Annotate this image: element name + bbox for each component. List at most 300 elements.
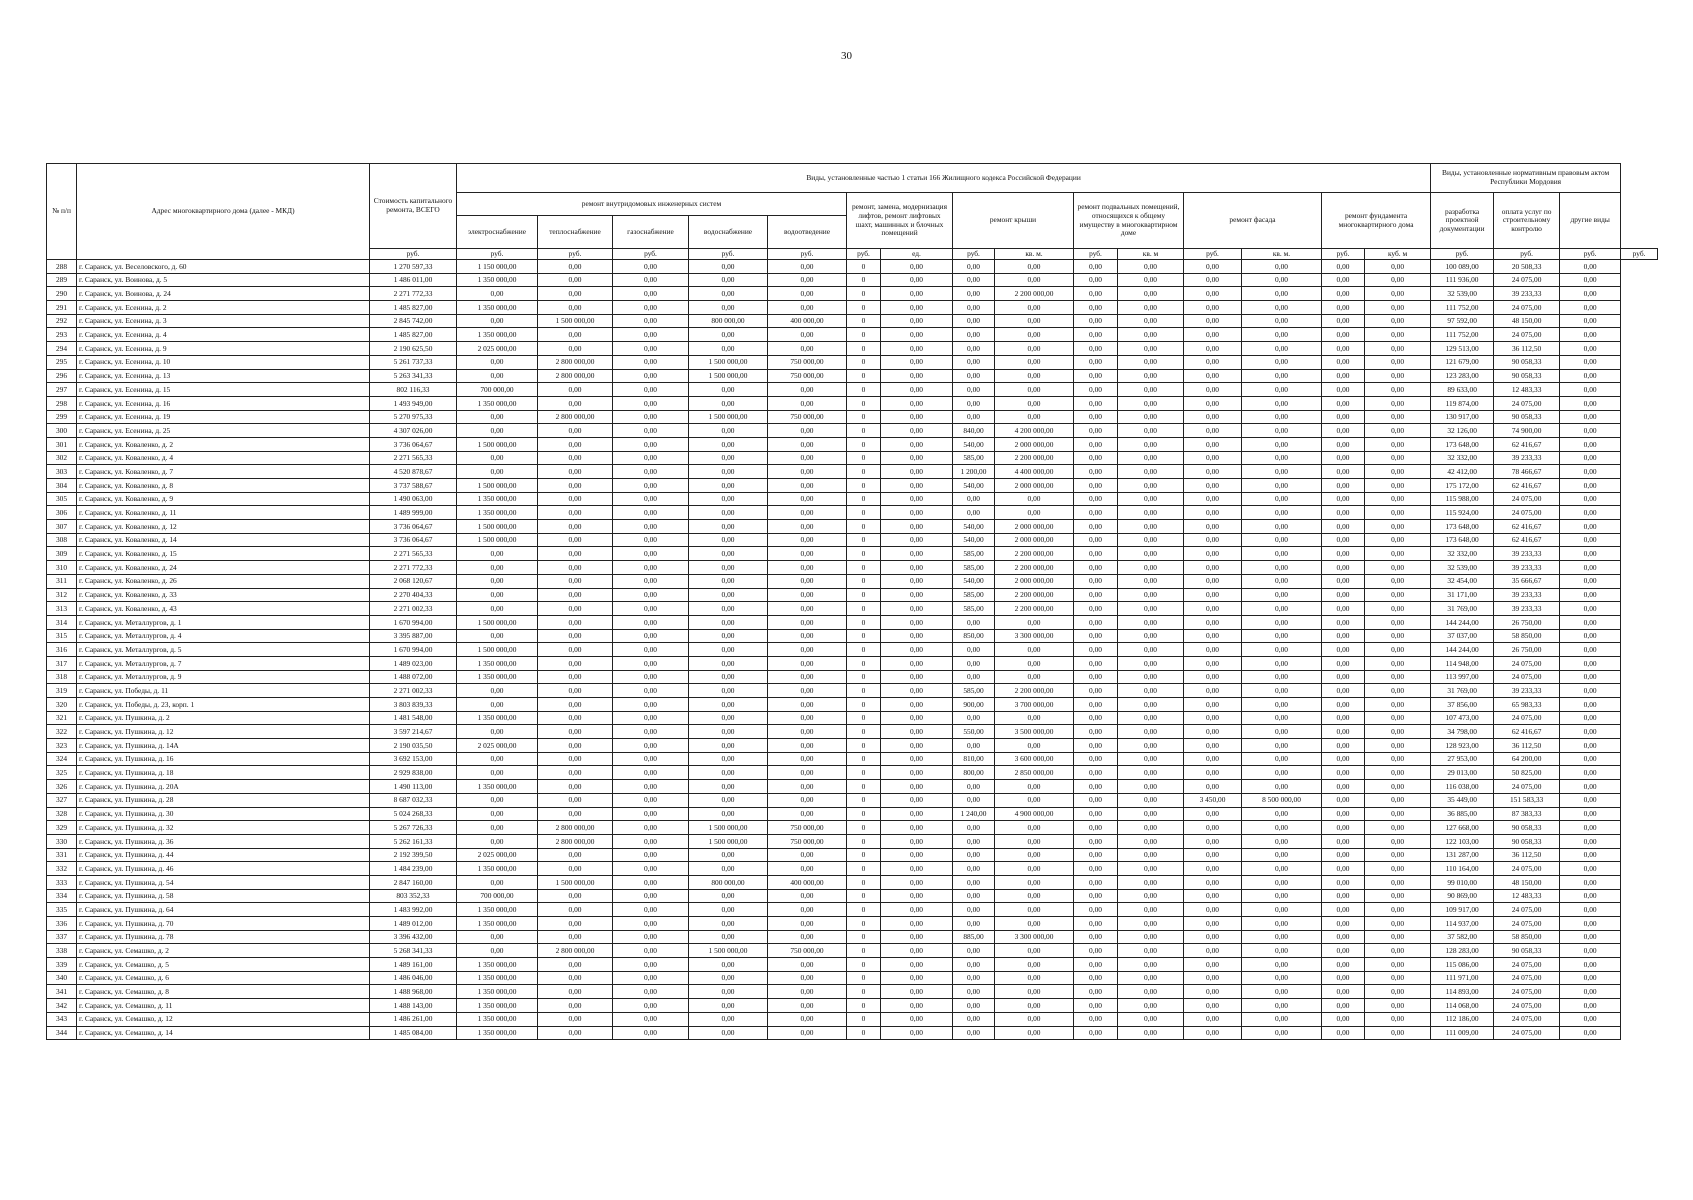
value-cell: 48 150,00 bbox=[1494, 875, 1560, 889]
value-cell: 0,00 bbox=[1365, 437, 1431, 451]
row-number: 326 bbox=[47, 780, 77, 794]
value-cell: 1 500 000,00 bbox=[689, 834, 768, 848]
value-cell: 0 bbox=[847, 287, 881, 301]
value-cell: 1 488 072,00 bbox=[370, 670, 457, 684]
table-row bbox=[47, 971, 1658, 985]
unit-cell: руб. bbox=[1621, 249, 1658, 260]
value-cell: 803 352,33 bbox=[370, 889, 457, 903]
value-cell: 2 800 000,00 bbox=[538, 369, 613, 383]
table-row bbox=[47, 588, 1658, 602]
value-cell: 0,00 bbox=[881, 917, 953, 931]
value-cell: 0,00 bbox=[1118, 424, 1184, 438]
value-cell: 36 112,50 bbox=[1494, 739, 1560, 753]
value-cell: 24 075,00 bbox=[1494, 301, 1560, 315]
value-cell: 0,00 bbox=[881, 834, 953, 848]
value-cell: 2 845 742,00 bbox=[370, 314, 457, 328]
value-cell: 550,00 bbox=[953, 725, 995, 739]
value-cell: 1 240,00 bbox=[953, 807, 995, 821]
address-cell: г. Саранск, ул. Семашко, д. 5 bbox=[77, 958, 370, 972]
value-cell: 0,00 bbox=[1560, 287, 1621, 301]
value-cell: 0,00 bbox=[1118, 917, 1184, 931]
value-cell: 0,00 bbox=[1365, 917, 1431, 931]
value-cell: 0,00 bbox=[1365, 369, 1431, 383]
value-cell: 0,00 bbox=[881, 465, 953, 479]
row-number: 294 bbox=[47, 342, 77, 356]
value-cell: 0,00 bbox=[1118, 656, 1184, 670]
table-row bbox=[47, 355, 1658, 369]
value-cell: 0,00 bbox=[1184, 465, 1242, 479]
value-cell: 0,00 bbox=[1242, 684, 1322, 698]
value-cell: 0,00 bbox=[1365, 793, 1431, 807]
value-cell: 0,00 bbox=[1074, 971, 1118, 985]
address-cell: г. Саранск, ул. Пушкина, д. 54 bbox=[77, 875, 370, 889]
value-cell: 0,00 bbox=[689, 533, 768, 547]
value-cell: 2 000 000,00 bbox=[995, 479, 1074, 493]
value-cell: 0,00 bbox=[953, 834, 995, 848]
value-cell: 0,00 bbox=[881, 1012, 953, 1026]
value-cell: 0,00 bbox=[1560, 684, 1621, 698]
address-cell: г. Саранск, ул. Коваленко, д. 43 bbox=[77, 602, 370, 616]
value-cell: 0,00 bbox=[613, 698, 689, 712]
value-cell: 1 486 046,00 bbox=[370, 971, 457, 985]
value-cell: 0,00 bbox=[457, 834, 538, 848]
value-cell: 0,00 bbox=[689, 862, 768, 876]
value-cell: 0,00 bbox=[1184, 739, 1242, 753]
value-cell: 0 bbox=[847, 437, 881, 451]
table-row bbox=[47, 684, 1658, 698]
value-cell: 0,00 bbox=[689, 424, 768, 438]
value-cell: 0,00 bbox=[768, 492, 847, 506]
value-cell: 99 010,00 bbox=[1431, 875, 1494, 889]
table-row bbox=[47, 437, 1658, 451]
value-cell: 37 582,00 bbox=[1431, 930, 1494, 944]
value-cell: 0,00 bbox=[1365, 971, 1431, 985]
value-cell: 0,00 bbox=[613, 889, 689, 903]
row-number: 303 bbox=[47, 465, 77, 479]
value-cell: 0,00 bbox=[1560, 328, 1621, 342]
value-cell: 0,00 bbox=[881, 451, 953, 465]
value-cell: 0,00 bbox=[1242, 451, 1322, 465]
address-cell: г. Саранск, ул. Есенина, д. 9 bbox=[77, 342, 370, 356]
value-cell: 0,00 bbox=[881, 821, 953, 835]
value-cell: 0 bbox=[847, 588, 881, 602]
value-cell: 0,00 bbox=[613, 958, 689, 972]
value-cell: 0,00 bbox=[689, 260, 768, 274]
value-cell: 0,00 bbox=[1322, 834, 1365, 848]
row-number: 323 bbox=[47, 739, 77, 753]
value-cell: 112 186,00 bbox=[1431, 1012, 1494, 1026]
value-cell: 1 350 000,00 bbox=[457, 862, 538, 876]
value-cell: 114 937,00 bbox=[1431, 917, 1494, 931]
value-cell: 1 489 999,00 bbox=[370, 506, 457, 520]
value-cell: 0,00 bbox=[1074, 383, 1118, 397]
value-cell: 0,00 bbox=[1118, 780, 1184, 794]
value-cell: 0,00 bbox=[1322, 615, 1365, 629]
value-cell: 0,00 bbox=[457, 410, 538, 424]
value-cell: 0,00 bbox=[1322, 328, 1365, 342]
value-cell: 810,00 bbox=[953, 752, 995, 766]
table-row bbox=[47, 492, 1658, 506]
row-number: 317 bbox=[47, 656, 77, 670]
value-cell: 32 126,00 bbox=[1431, 424, 1494, 438]
address-cell: г. Саранск, ул. Семашко, д. 8 bbox=[77, 985, 370, 999]
value-cell: 0,00 bbox=[613, 574, 689, 588]
value-cell: 0,00 bbox=[538, 971, 613, 985]
value-cell: 0,00 bbox=[1560, 273, 1621, 287]
value-cell: 0,00 bbox=[953, 506, 995, 520]
value-cell: 1 500 000,00 bbox=[689, 944, 768, 958]
value-cell: 0 bbox=[847, 355, 881, 369]
value-cell: 0,00 bbox=[768, 793, 847, 807]
value-cell: 0,00 bbox=[1118, 670, 1184, 684]
value-cell: 0,00 bbox=[1118, 602, 1184, 616]
value-cell: 0,00 bbox=[689, 917, 768, 931]
value-cell: 800,00 bbox=[953, 766, 995, 780]
value-cell: 0,00 bbox=[953, 492, 995, 506]
value-cell: 0,00 bbox=[1322, 383, 1365, 397]
value-cell: 0,00 bbox=[1242, 739, 1322, 753]
value-cell: 0,00 bbox=[689, 437, 768, 451]
value-cell: 750 000,00 bbox=[768, 410, 847, 424]
value-cell: 26 750,00 bbox=[1494, 615, 1560, 629]
value-cell: 87 383,33 bbox=[1494, 807, 1560, 821]
value-cell: 0,00 bbox=[881, 670, 953, 684]
address-cell: г. Саранск, ул. Коваленко, д. 11 bbox=[77, 506, 370, 520]
value-cell: 0,00 bbox=[689, 807, 768, 821]
value-cell: 0,00 bbox=[953, 985, 995, 999]
value-cell: 0,00 bbox=[689, 588, 768, 602]
value-cell: 0,00 bbox=[953, 260, 995, 274]
unit-cell: руб. bbox=[538, 249, 613, 260]
value-cell: 58 850,00 bbox=[1494, 629, 1560, 643]
value-cell: 0,00 bbox=[613, 875, 689, 889]
value-cell: 0,00 bbox=[953, 999, 995, 1013]
value-cell: 107 473,00 bbox=[1431, 711, 1494, 725]
value-cell: 3 736 064,67 bbox=[370, 520, 457, 534]
value-cell: 0,00 bbox=[1184, 698, 1242, 712]
value-cell: 0,00 bbox=[881, 561, 953, 575]
value-cell: 750 000,00 bbox=[768, 355, 847, 369]
value-cell: 0,00 bbox=[768, 889, 847, 903]
value-cell: 0,00 bbox=[1184, 328, 1242, 342]
header-elevator: ремонт, замена, модернизация лифтов, ремонт лифтовых шахт, машинных и блочных помещений bbox=[847, 193, 953, 249]
value-cell: 0,00 bbox=[1322, 533, 1365, 547]
value-cell: 0,00 bbox=[1322, 656, 1365, 670]
value-cell: 74 900,00 bbox=[1494, 424, 1560, 438]
value-cell: 0,00 bbox=[613, 752, 689, 766]
value-cell: 0,00 bbox=[613, 396, 689, 410]
value-cell: 1 350 000,00 bbox=[457, 273, 538, 287]
value-cell: 0,00 bbox=[768, 971, 847, 985]
value-cell: 0,00 bbox=[457, 821, 538, 835]
value-cell: 0,00 bbox=[953, 1012, 995, 1026]
value-cell: 0,00 bbox=[538, 437, 613, 451]
value-cell: 0,00 bbox=[1242, 396, 1322, 410]
table-row bbox=[47, 410, 1658, 424]
value-cell: 0,00 bbox=[1365, 533, 1431, 547]
value-cell: 151 583,33 bbox=[1494, 793, 1560, 807]
value-cell: 0,00 bbox=[1242, 342, 1322, 356]
row-number: 309 bbox=[47, 547, 77, 561]
value-cell: 0,00 bbox=[689, 958, 768, 972]
value-cell: 0,00 bbox=[1242, 917, 1322, 931]
table-row bbox=[47, 602, 1658, 616]
value-cell: 0 bbox=[847, 944, 881, 958]
value-cell: 0,00 bbox=[1118, 1026, 1184, 1040]
value-cell: 0,00 bbox=[953, 287, 995, 301]
value-cell: 0,00 bbox=[457, 766, 538, 780]
value-cell: 0,00 bbox=[689, 643, 768, 657]
value-cell: 0,00 bbox=[881, 602, 953, 616]
value-cell: 0,00 bbox=[1365, 752, 1431, 766]
value-cell: 0,00 bbox=[768, 903, 847, 917]
value-cell: 0,00 bbox=[881, 287, 953, 301]
value-cell: 0,00 bbox=[689, 971, 768, 985]
value-cell: 2 025 000,00 bbox=[457, 342, 538, 356]
value-cell: 0,00 bbox=[613, 711, 689, 725]
value-cell: 0,00 bbox=[1118, 533, 1184, 547]
value-cell: 3 396 432,00 bbox=[370, 930, 457, 944]
value-cell: 0,00 bbox=[689, 780, 768, 794]
value-cell: 0,00 bbox=[613, 670, 689, 684]
value-cell: 0,00 bbox=[613, 821, 689, 835]
header-group-normative: Виды, установленные нормативным правовым актом Республики Мордовия bbox=[1431, 164, 1621, 193]
value-cell: 62 416,67 bbox=[1494, 520, 1560, 534]
value-cell: 0,00 bbox=[1074, 615, 1118, 629]
value-cell: 0,00 bbox=[1118, 629, 1184, 643]
value-cell: 26 750,00 bbox=[1494, 643, 1560, 657]
value-cell: 0,00 bbox=[613, 999, 689, 1013]
value-cell: 0,00 bbox=[1242, 889, 1322, 903]
value-cell: 37 856,00 bbox=[1431, 698, 1494, 712]
value-cell: 0,00 bbox=[1560, 875, 1621, 889]
value-cell: 0,00 bbox=[1074, 944, 1118, 958]
value-cell: 0 bbox=[847, 930, 881, 944]
value-cell: 0,00 bbox=[613, 506, 689, 520]
value-cell: 2 800 000,00 bbox=[538, 355, 613, 369]
value-cell: 0,00 bbox=[1074, 602, 1118, 616]
value-cell: 540,00 bbox=[953, 437, 995, 451]
value-cell: 0,00 bbox=[1322, 848, 1365, 862]
value-cell: 0,00 bbox=[457, 547, 538, 561]
value-cell: 0,00 bbox=[881, 793, 953, 807]
address-cell: г. Саранск, ул. Есенина, д. 3 bbox=[77, 314, 370, 328]
value-cell: 0,00 bbox=[953, 944, 995, 958]
value-cell: 2 800 000,00 bbox=[538, 834, 613, 848]
value-cell: 0,00 bbox=[1242, 780, 1322, 794]
value-cell: 1 350 000,00 bbox=[457, 506, 538, 520]
value-cell: 0,00 bbox=[613, 848, 689, 862]
value-cell: 127 668,00 bbox=[1431, 821, 1494, 835]
value-cell: 0,00 bbox=[1074, 766, 1118, 780]
value-cell: 0,00 bbox=[538, 903, 613, 917]
table-header bbox=[47, 164, 1658, 260]
value-cell: 0,00 bbox=[1560, 314, 1621, 328]
value-cell: 0,00 bbox=[1322, 451, 1365, 465]
value-cell: 0,00 bbox=[1365, 342, 1431, 356]
value-cell: 0,00 bbox=[1074, 492, 1118, 506]
address-cell: г. Саранск, ул. Пушкина, д. 28 bbox=[77, 793, 370, 807]
value-cell: 0 bbox=[847, 451, 881, 465]
value-cell: 0,00 bbox=[1242, 1026, 1322, 1040]
value-cell: 0,00 bbox=[538, 260, 613, 274]
table-row bbox=[47, 342, 1658, 356]
value-cell: 0,00 bbox=[1118, 273, 1184, 287]
value-cell: 0,00 bbox=[1074, 506, 1118, 520]
value-cell: 0,00 bbox=[613, 766, 689, 780]
value-cell: 0,00 bbox=[1184, 766, 1242, 780]
unit-cell: руб. bbox=[1560, 249, 1621, 260]
value-cell: 0 bbox=[847, 602, 881, 616]
value-cell: 0,00 bbox=[881, 273, 953, 287]
table-row bbox=[47, 301, 1658, 315]
value-cell: 0,00 bbox=[1074, 588, 1118, 602]
value-cell: 0,00 bbox=[1074, 533, 1118, 547]
value-cell: 36 885,00 bbox=[1431, 807, 1494, 821]
value-cell: 0,00 bbox=[1365, 602, 1431, 616]
value-cell: 0,00 bbox=[689, 985, 768, 999]
value-cell: 0,00 bbox=[538, 465, 613, 479]
value-cell: 0,00 bbox=[1365, 479, 1431, 493]
value-cell: 0,00 bbox=[538, 958, 613, 972]
row-number: 300 bbox=[47, 424, 77, 438]
value-cell: 0,00 bbox=[1118, 711, 1184, 725]
header-heat: теплоснабжение bbox=[538, 216, 613, 249]
value-cell: 0,00 bbox=[613, 273, 689, 287]
value-cell: 173 648,00 bbox=[1431, 520, 1494, 534]
value-cell: 24 075,00 bbox=[1494, 656, 1560, 670]
table-row bbox=[47, 999, 1658, 1013]
value-cell: 0,00 bbox=[1365, 424, 1431, 438]
value-cell: 0,00 bbox=[953, 739, 995, 753]
value-cell: 0,00 bbox=[953, 273, 995, 287]
value-cell: 0,00 bbox=[538, 287, 613, 301]
value-cell: 0,00 bbox=[1242, 465, 1322, 479]
value-cell: 0,00 bbox=[538, 739, 613, 753]
value-cell: 0,00 bbox=[1365, 629, 1431, 643]
header-foundation: ремонт фундамента многоквартирного дома bbox=[1322, 193, 1431, 249]
value-cell: 0,00 bbox=[689, 903, 768, 917]
value-cell: 0,00 bbox=[1074, 656, 1118, 670]
table-row bbox=[47, 903, 1658, 917]
value-cell: 24 075,00 bbox=[1494, 1012, 1560, 1026]
value-cell: 0,00 bbox=[1118, 383, 1184, 397]
value-cell: 1 350 000,00 bbox=[457, 328, 538, 342]
value-cell: 0,00 bbox=[995, 985, 1074, 999]
value-cell: 0,00 bbox=[1118, 451, 1184, 465]
value-cell: 97 592,00 bbox=[1431, 314, 1494, 328]
value-cell: 62 416,67 bbox=[1494, 533, 1560, 547]
value-cell: 0,00 bbox=[995, 971, 1074, 985]
value-cell: 0,00 bbox=[613, 971, 689, 985]
value-cell: 3 736 064,67 bbox=[370, 437, 457, 451]
value-cell: 3 600 000,00 bbox=[995, 752, 1074, 766]
value-cell: 0,00 bbox=[1322, 561, 1365, 575]
value-cell: 0,00 bbox=[1118, 889, 1184, 903]
value-cell: 0,00 bbox=[1322, 944, 1365, 958]
row-number: 318 bbox=[47, 670, 77, 684]
value-cell: 0,00 bbox=[995, 848, 1074, 862]
value-cell: 1 350 000,00 bbox=[457, 958, 538, 972]
value-cell: 0,00 bbox=[995, 889, 1074, 903]
value-cell: 0,00 bbox=[1074, 862, 1118, 876]
value-cell: 0,00 bbox=[881, 752, 953, 766]
value-cell: 0,00 bbox=[1560, 506, 1621, 520]
row-number: 333 bbox=[47, 875, 77, 889]
value-cell: 24 075,00 bbox=[1494, 328, 1560, 342]
value-cell: 0,00 bbox=[613, 944, 689, 958]
value-cell: 0,00 bbox=[1560, 547, 1621, 561]
value-cell: 0,00 bbox=[689, 301, 768, 315]
value-cell: 0,00 bbox=[613, 739, 689, 753]
value-cell: 0,00 bbox=[768, 711, 847, 725]
value-cell: 90 058,33 bbox=[1494, 834, 1560, 848]
value-cell: 2 800 000,00 bbox=[538, 410, 613, 424]
value-cell: 0 bbox=[847, 698, 881, 712]
value-cell: 0,00 bbox=[881, 424, 953, 438]
value-cell: 0 bbox=[847, 547, 881, 561]
value-cell: 0,00 bbox=[613, 725, 689, 739]
value-cell: 585,00 bbox=[953, 602, 995, 616]
value-cell: 24 075,00 bbox=[1494, 506, 1560, 520]
value-cell: 0,00 bbox=[1184, 1012, 1242, 1026]
value-cell: 900,00 bbox=[953, 698, 995, 712]
value-cell: 39 233,33 bbox=[1494, 561, 1560, 575]
value-cell: 0,00 bbox=[1184, 383, 1242, 397]
value-cell: 0 bbox=[847, 396, 881, 410]
value-cell: 64 200,00 bbox=[1494, 752, 1560, 766]
value-cell: 0,00 bbox=[538, 506, 613, 520]
table-row bbox=[47, 273, 1658, 287]
value-cell: 0,00 bbox=[1365, 930, 1431, 944]
value-cell: 2 200 000,00 bbox=[995, 588, 1074, 602]
value-cell: 0,00 bbox=[1322, 670, 1365, 684]
value-cell: 0 bbox=[847, 383, 881, 397]
value-cell: 24 075,00 bbox=[1494, 862, 1560, 876]
value-cell: 2 200 000,00 bbox=[995, 561, 1074, 575]
value-cell: 1 350 000,00 bbox=[457, 1026, 538, 1040]
value-cell: 2 068 120,67 bbox=[370, 574, 457, 588]
value-cell: 0,00 bbox=[1242, 424, 1322, 438]
value-cell: 0,00 bbox=[1118, 985, 1184, 999]
value-cell: 24 075,00 bbox=[1494, 958, 1560, 972]
value-cell: 0 bbox=[847, 917, 881, 931]
address-cell: г. Саранск, ул. Есенина, д. 19 bbox=[77, 410, 370, 424]
value-cell: 36 112,50 bbox=[1494, 848, 1560, 862]
value-cell: 0,00 bbox=[613, 369, 689, 383]
value-cell: 0,00 bbox=[538, 780, 613, 794]
value-cell: 0,00 bbox=[538, 629, 613, 643]
value-cell: 0,00 bbox=[1074, 1026, 1118, 1040]
value-cell: 0,00 bbox=[1242, 656, 1322, 670]
row-number: 334 bbox=[47, 889, 77, 903]
value-cell: 0,00 bbox=[1560, 766, 1621, 780]
value-cell: 0 bbox=[847, 301, 881, 315]
value-cell: 0,00 bbox=[1560, 301, 1621, 315]
value-cell: 111 752,00 bbox=[1431, 328, 1494, 342]
row-number: 297 bbox=[47, 383, 77, 397]
value-cell: 0,00 bbox=[457, 807, 538, 821]
value-cell: 1 486 261,00 bbox=[370, 1012, 457, 1026]
value-cell: 0,00 bbox=[1184, 875, 1242, 889]
value-cell: 0,00 bbox=[457, 793, 538, 807]
value-cell: 1 500 000,00 bbox=[457, 533, 538, 547]
value-cell: 400 000,00 bbox=[768, 314, 847, 328]
value-cell: 0,00 bbox=[613, 602, 689, 616]
value-cell: 0 bbox=[847, 615, 881, 629]
value-cell: 0,00 bbox=[538, 711, 613, 725]
value-cell: 0,00 bbox=[953, 410, 995, 424]
